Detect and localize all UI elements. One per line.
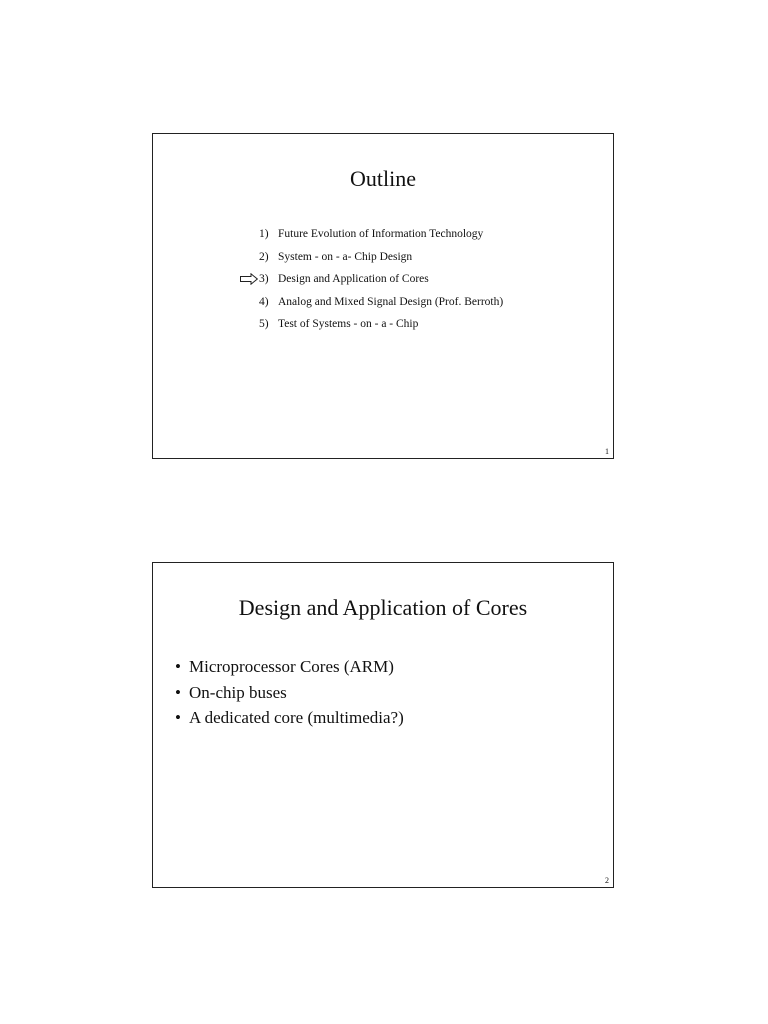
outline-item	[259, 249, 503, 272]
outline-item	[259, 294, 503, 317]
outline-item-current	[259, 271, 503, 294]
bullet-item	[175, 708, 404, 734]
outline-item-text: Design and Application of Cores	[278, 273, 429, 285]
outline-item-number: 5)	[259, 318, 269, 330]
outline-item-number: 4)	[259, 295, 269, 308]
bullet-text: On-chip buses	[189, 682, 287, 702]
outline-item-number: 2)	[259, 250, 269, 263]
slide-cores	[152, 562, 614, 888]
bullet-marker: •	[175, 708, 181, 727]
outline-item-text: Test of Systems - on - a - Chip	[278, 318, 419, 330]
page-number: 1	[605, 447, 609, 456]
arrow-right-icon	[240, 273, 258, 285]
bullet-item	[175, 657, 404, 683]
bullet-marker: •	[175, 682, 181, 702]
bullet-text: Microprocessor Cores (ARM)	[189, 657, 394, 676]
outline-item-number: 1)	[259, 228, 269, 240]
bullet-text: A dedicated core (multimedia?)	[189, 708, 404, 727]
slide-outline	[152, 133, 614, 459]
bullet-marker: •	[175, 657, 181, 676]
bullet-list	[175, 657, 404, 734]
outline-item-text: Future Evolution of Information Technology	[278, 228, 484, 240]
outline-item-text: Analog and Mixed Signal Design (Prof. Berroth)	[278, 295, 504, 308]
slide-title: Outline	[350, 166, 416, 191]
page-number: 2	[605, 876, 609, 885]
bullet-item	[175, 683, 404, 709]
slide-title: Design and Application of Cores	[238, 595, 528, 620]
outline-item	[259, 316, 503, 339]
outline-item-text: System - on - a- Chip Design	[278, 250, 413, 263]
outline-item	[259, 226, 503, 249]
outline-item-number: 3)	[259, 273, 269, 285]
outline-list	[259, 226, 503, 339]
